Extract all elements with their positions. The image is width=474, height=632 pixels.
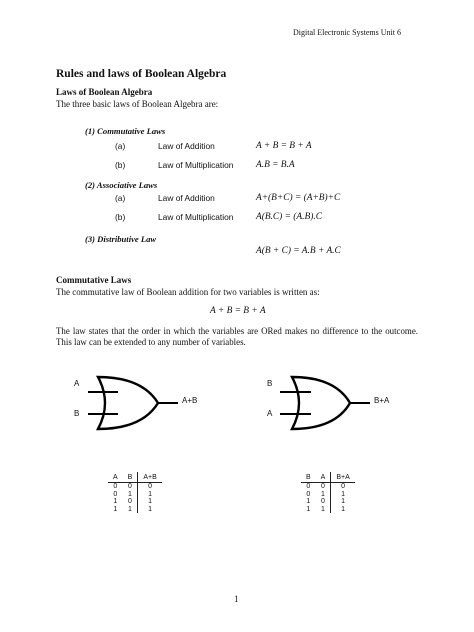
table-header-row: [108, 472, 162, 483]
commutative-paragraph: The law states that the order in which the variables are ORed makes no difference to the outcome. This law can be extended to any number of variables.: [56, 326, 418, 348]
table-row: [108, 506, 162, 514]
law-name: Law of Addition: [158, 141, 215, 151]
table-cell: 1: [321, 490, 325, 498]
gate-right-input-b: B: [267, 379, 273, 388]
table-header: B+A: [331, 472, 355, 483]
commutative-equation: A + B = B + A: [210, 306, 266, 316]
table-cell: 1: [331, 491, 355, 499]
law-equation: A+(B+C) = (A+B)+C: [256, 193, 341, 203]
law-equation: A.B = B.A: [256, 160, 295, 170]
table-row: [108, 483, 162, 491]
table-header: B: [301, 472, 316, 483]
table-cell: 1: [331, 498, 355, 506]
truth-table-right: [301, 472, 355, 513]
page-title: Rules and laws of Boolean Algebra: [56, 68, 227, 80]
associative-laws-heading: (2) Associative Laws: [85, 180, 158, 190]
distributive-equation: A(B + C) = A.B + A.C: [256, 246, 341, 256]
table-cell: 1: [128, 505, 132, 513]
table-row: [301, 506, 355, 514]
table-header: B: [123, 472, 138, 483]
laws-heading: Laws of Boolean Algebra: [56, 87, 153, 97]
truth-table-left: [108, 472, 162, 513]
table-cell: 1: [128, 490, 132, 498]
law-letter: (a): [115, 193, 126, 203]
table-row: [108, 498, 162, 506]
table-cell: 0: [321, 498, 325, 506]
table-cell: 0: [113, 483, 118, 490]
table-row: [108, 491, 162, 499]
table-header-row: [301, 472, 355, 483]
table-cell: 1: [138, 491, 162, 499]
table-row: [301, 498, 355, 506]
table-cell: 0: [331, 483, 355, 491]
table-cell: 1: [138, 506, 162, 514]
law-name: Law of Multiplication: [158, 212, 234, 222]
law-equation: A(B.C) = (A.B).C: [256, 212, 322, 222]
table-cell: 0: [128, 498, 132, 506]
gate-left-output: A+B: [182, 396, 198, 405]
laws-intro: The three basic laws of Boolean Algebra are:: [56, 99, 219, 109]
table-cell: 0: [128, 483, 132, 490]
table-header: A: [108, 472, 123, 483]
commutative-section-intro: The commutative law of Boolean addition for two variables is written as:: [56, 287, 320, 297]
table-header: A: [316, 472, 331, 483]
table-cell: 0: [306, 483, 311, 490]
law-equation: A + B = B + A: [256, 141, 312, 151]
table-cell: 0: [138, 483, 162, 491]
gate-left-input-b: B: [74, 409, 80, 418]
table-cell: 1: [306, 498, 311, 506]
table-cell: 1: [331, 506, 355, 514]
table-header: A+B: [138, 472, 162, 483]
law-letter: (b): [115, 212, 126, 222]
page-number: 1: [234, 594, 239, 604]
table-cell: 0: [113, 490, 118, 498]
table-cell: 1: [113, 505, 118, 513]
table-cell: 0: [306, 490, 311, 498]
commutative-section-heading: Commutative Laws: [56, 275, 132, 285]
law-name: Law of Multiplication: [158, 160, 234, 170]
law-letter: (b): [115, 160, 126, 170]
table-cell: 1: [138, 498, 162, 506]
law-name: Law of Addition: [158, 193, 215, 203]
table-cell: 1: [113, 498, 118, 506]
distributive-law-heading: (3) Distributive Law: [85, 234, 157, 244]
table-cell: 1: [321, 505, 325, 513]
law-letter: (a): [115, 141, 126, 151]
gate-left-input-a: A: [74, 379, 80, 388]
table-cell: 0: [321, 483, 325, 490]
table-row: [301, 483, 355, 491]
gate-right-input-a: A: [267, 409, 273, 418]
running-header: Digital Electronic Systems Unit 6: [293, 28, 401, 37]
gate-right-output: B+A: [374, 396, 390, 405]
table-row: [301, 491, 355, 499]
commutative-laws-heading: (1) Commutative Laws: [85, 126, 166, 136]
table-cell: 1: [306, 505, 311, 513]
